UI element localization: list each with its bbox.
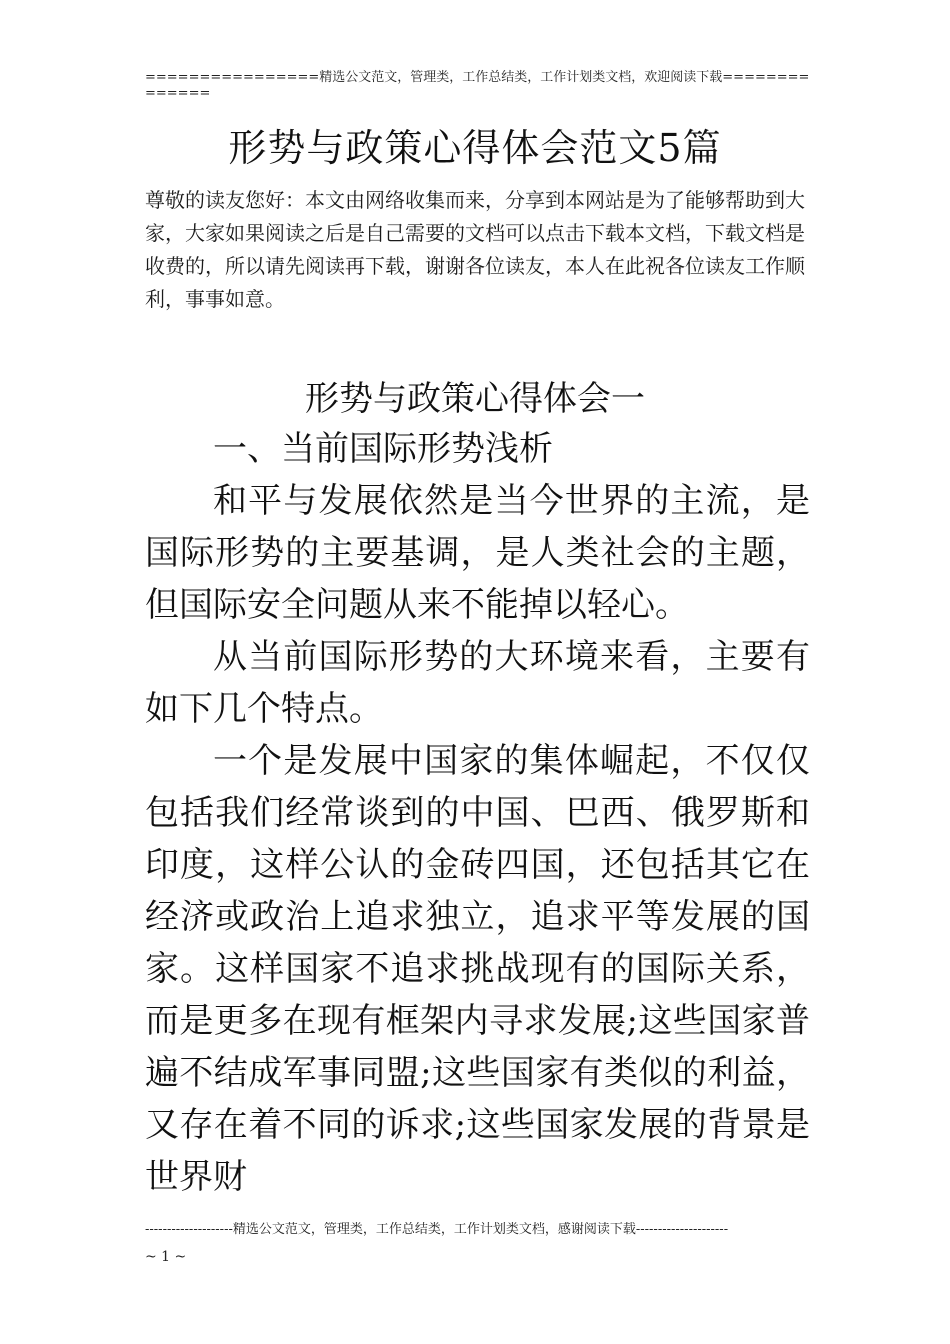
footer-banner: --------------------精选公文范文，管理类，工作总结类，工作计划类文档，感谢阅读下载--------------------- <box>145 1222 729 1237</box>
section-title: 形势与政策心得体会一 <box>305 379 645 419</box>
paragraph: 一个是发展中国家的集体崛起，不仅仅包括我们经常谈到的中国、巴西、俄罗斯和印度，这样公认的金砖四国，还包括其它在经济或政治上追求独立，追求平等发展的国家。这样国家不追求挑战现有的国际关系，而是更多在现有框架内寻求发展;这些国家普遍不结成军事同盟;这些国家有类似的利益，又存在着不同的诉求;这些国家发展的背景是世界财 <box>145 741 810 1197</box>
reader-notice: 尊敬的读友您好：本文由网络收集而来，分享到本网站是为了能够帮助到大家，大家如果阅读之后是自己需要的文档可以点击下载本文档，下载文档是收费的，所以请先阅读再下载，谢谢各位读友，本人在此祝各位读友工作顺利，事事如意。 <box>145 188 805 311</box>
paragraph-heading: 一、当前国际形势浅析 <box>213 429 553 469</box>
header-banner: ================精选公文范文，管理类，工作总结类，工作计划类文档，欢迎阅读下载============== <box>145 70 810 101</box>
page-number: ~ 1 ~ <box>145 1249 187 1265</box>
body-text <box>145 423 810 1203</box>
paragraph: 和平与发展依然是当今世界的主流，是国际形势的主要基调，是人类社会的主题，但国际安全问题从来不能掉以轻心。 <box>145 481 810 625</box>
document-title: 形势与政策心得体会范文5篇 <box>228 126 722 170</box>
paragraph: 从当前国际形势的大环境来看，主要有如下几个特点。 <box>145 637 810 729</box>
